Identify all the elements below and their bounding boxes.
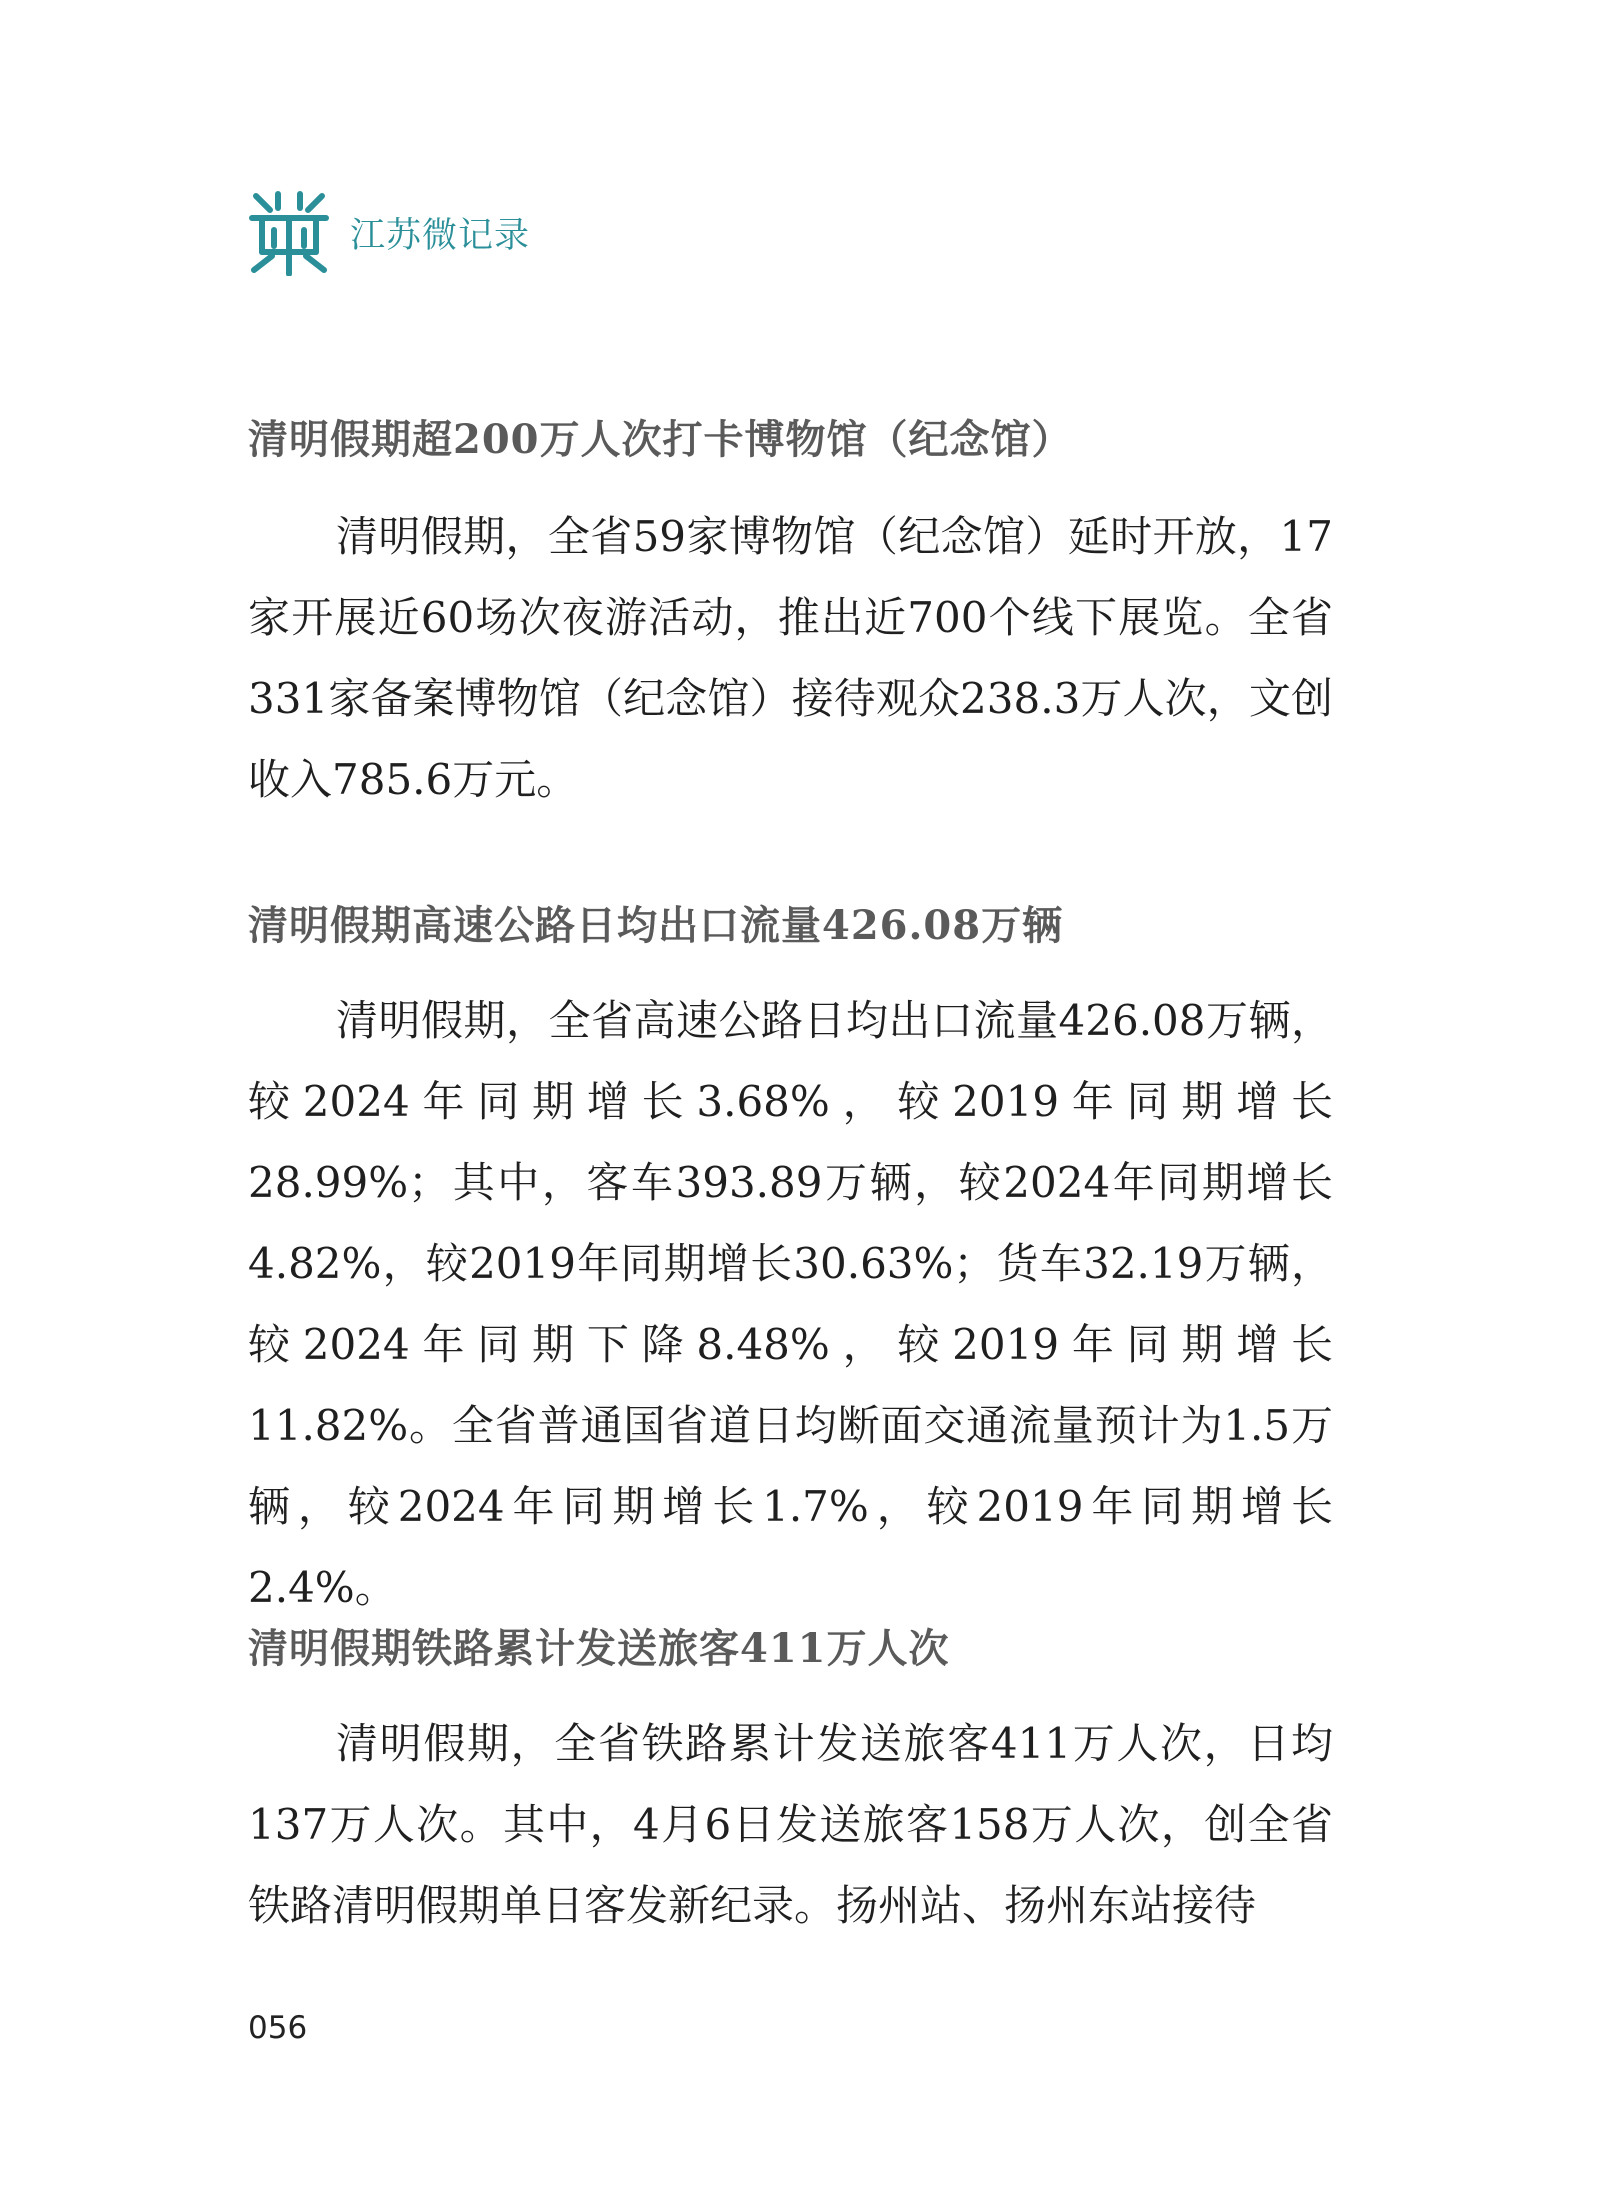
jiangsu-logo-icon bbox=[248, 190, 330, 276]
paragraph-museums: 清明假期，全省59家博物馆（纪念馆）延时开放，17家开展近60场次夜游活动，推出近700个线下展览。全省331家备案博物馆（纪念馆）接待观众238.3万人次，文创收入785.6万元。 bbox=[248, 512, 1333, 804]
brand-title: 江苏微记录 bbox=[350, 216, 531, 256]
page-number: 056 bbox=[248, 2010, 308, 2046]
page-header bbox=[248, 188, 530, 278]
section-title-highway: 清明假期高速公路日均出口流量426.08万辆 bbox=[248, 902, 1064, 949]
section-title-museums: 清明假期超200万人次打卡博物馆（纪念馆） bbox=[248, 416, 1073, 463]
section-title-railway: 清明假期铁路累计发送旅客411万人次 bbox=[248, 1625, 950, 1672]
paragraph-highway: 清明假期，全省高速公路日均出口流量426.08万辆，较2024年同期增长3.68%，较2019年同期增长28.99%；其中，客车393.89万辆，较2024年同期增长4.82%，较2019年同期增长30.63%；货车32.19万辆，较2024年同期下降8.48%，较2019年同期增长11.82%。全省普通国省道日均断面交通流量预计为1.5万辆，较2024年同期增长1.7%，较2019年同期增长2.4%。 bbox=[248, 996, 1333, 1612]
paragraph-railway: 清明假期，全省铁路累计发送旅客411万人次，日均137万人次。其中，4月6日发送旅客158万人次，创全省铁路清明假期单日客发新纪录。扬州站、扬州东站接待 bbox=[248, 1719, 1333, 1930]
